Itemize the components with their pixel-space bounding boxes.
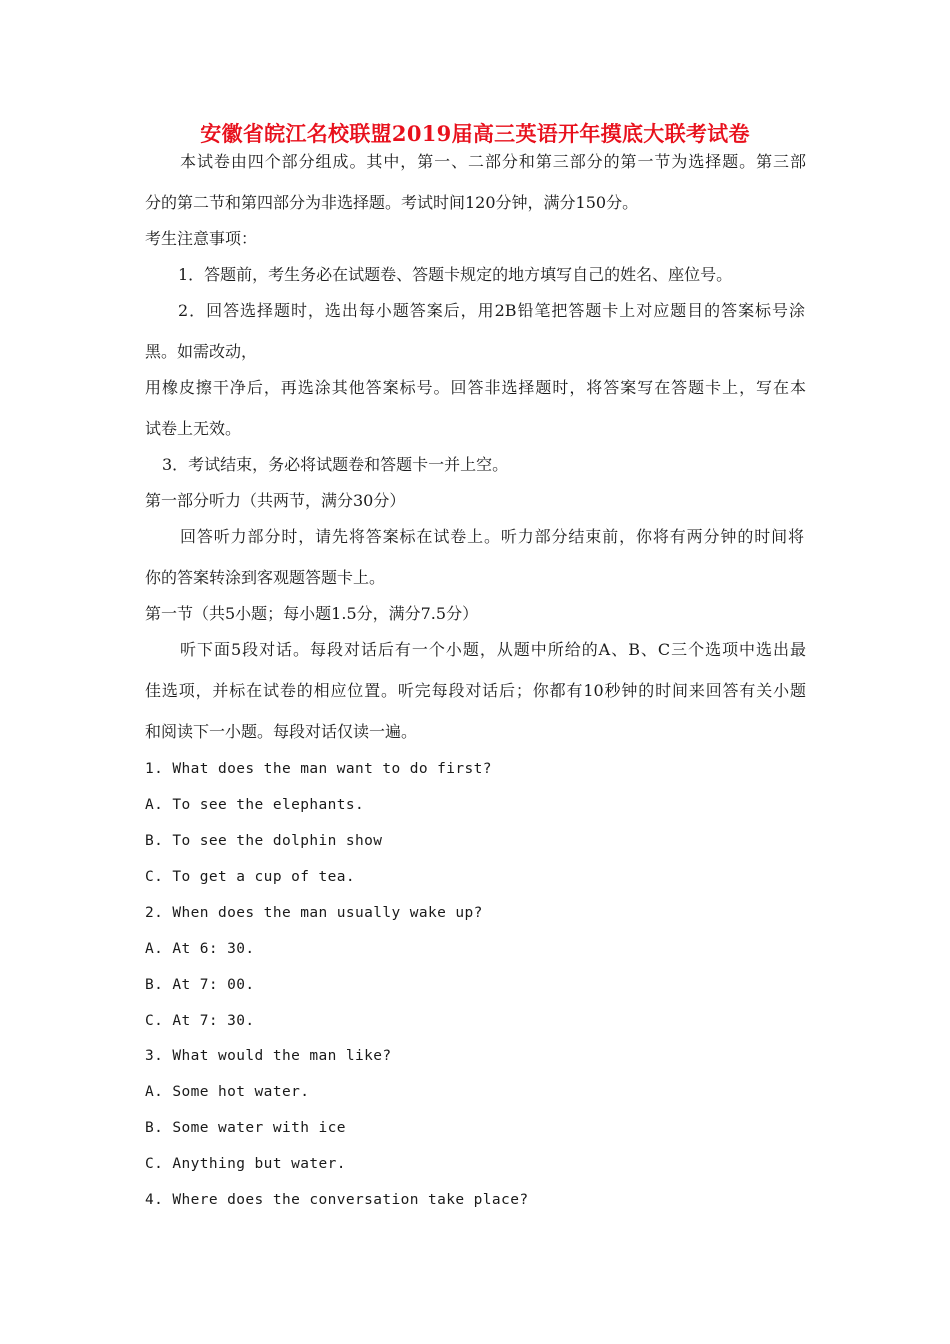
question-2-option-c: C. At 7: 30.	[145, 1013, 255, 1029]
exam-title: 安徽省皖江名校联盟2019届高三英语开年摸底大联考试卷	[200, 121, 750, 146]
intro-line-2: 分的第二节和第四部分为非选择题。考试时间120分钟，满分150分。	[145, 193, 639, 212]
question-1-option-b: B. To see the dolphin show	[145, 833, 383, 849]
question-3-option-b: B. Some water with ice	[145, 1120, 346, 1136]
question-4-stem: 4. Where does the conversation take place?	[145, 1192, 529, 1208]
section1-intro-line-1: 听下面5段对话。每段对话后有一个小题，从题中所给的A、B、C三个选项中选出最	[180, 640, 806, 659]
question-1-option-a: A. To see the elephants.	[145, 797, 365, 813]
notice-item-1: 1．答题前，考生务必在试题卷、答题卡规定的地方填写自己的姓名、座位号。	[178, 265, 733, 284]
notice-heading: 考生注意事项：	[145, 229, 258, 248]
section1-heading: 第一节（共5小题；每小题1.5分，满分7.5分）	[145, 604, 479, 623]
notice-item-3: 3．考试结束，务必将试题卷和答题卡一并上空。	[162, 455, 509, 474]
section1-intro-line-2: 佳选项，并标在试卷的相应位置。听完每段对话后；你都有10秒钟的时间来回答有关小题	[145, 681, 806, 700]
question-3-option-c: C. Anything but water.	[145, 1156, 346, 1172]
part1-heading: 第一部分听力（共两节，满分30分）	[145, 491, 406, 510]
question-2-option-b: B. At 7: 00.	[145, 977, 255, 993]
question-1-stem: 1. What does the man want to do first?	[145, 761, 492, 777]
question-2-stem: 2. When does the man usually wake up?	[145, 905, 483, 921]
question-2-option-a: A. At 6: 30.	[145, 941, 255, 957]
part1-intro-line-1: 回答听力部分时，请先将答案标在试卷上。听力部分结束前，你将有两分钟的时间将	[180, 527, 804, 546]
part1-intro-line-2: 你的答案转涂到客观题答题卡上。	[145, 568, 386, 587]
notice-item-2-line-3: 用橡皮擦干净后，再选涂其他答案标号。回答非选择题时，将答案写在答题卡上，写在本	[145, 378, 806, 397]
notice-item-2-line-4: 试卷上无效。	[145, 419, 242, 438]
intro-line-1: 本试卷由四个部分组成。其中，第一、二部分和第三部分的第一节为选择题。第三部	[180, 152, 806, 171]
notice-item-2-line-2: 黑。如需改动，	[145, 342, 258, 361]
question-3-option-a: A. Some hot water.	[145, 1084, 310, 1100]
question-3-stem: 3. What would the man like?	[145, 1048, 392, 1064]
notice-item-2-line-1: 2．回答选择题时，选出每小题答案后，用2B铅笔把答题卡上对应题目的答案标号涂	[178, 301, 805, 320]
section1-intro-line-3: 和阅读下一小题。每段对话仅读一遍。	[145, 722, 418, 741]
question-1-option-c: C. To get a cup of tea.	[145, 869, 355, 885]
